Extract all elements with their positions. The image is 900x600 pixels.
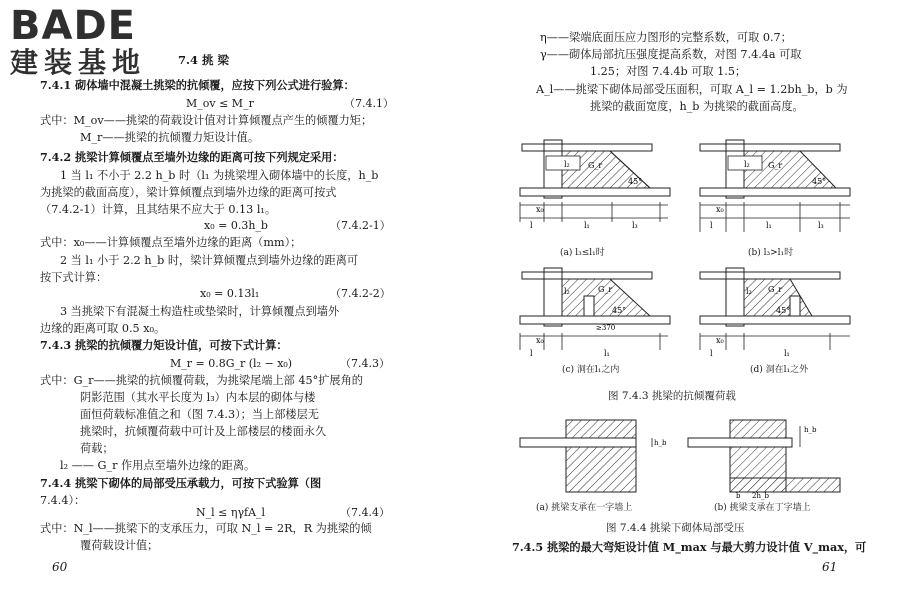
fig744b-2hb-label: 2h_b — [752, 492, 769, 500]
fig744-caption-b: (b) 挑梁支承在丁字墙上 — [714, 503, 811, 513]
fig744-title: 图 7.4.4 挑梁下砌体局部受压 — [606, 522, 745, 534]
fig743-panel-c — [520, 268, 670, 358]
fig743d-x0-label: x₀ — [716, 336, 724, 345]
text-line: 式中：N_l——挑梁下的支承压力，可取 N_l = 2R，R 为挑梁的倾 — [40, 522, 372, 535]
formula: M_ov ≤ M_r — [186, 97, 254, 110]
text-line: 挑梁的截面宽度，h_b 为挑梁的截面高度。 — [590, 100, 804, 113]
fig744a-beam — [520, 438, 636, 447]
fig743-panel-b — [700, 140, 850, 232]
text-line: 1.25；对图 7.4.4b 可取 1.5； — [590, 65, 747, 78]
fig744b-b-label: b — [736, 492, 741, 500]
fig743a-gr-label: G_r — [588, 161, 603, 170]
text-line: 式中：x₀——计算倾覆点至墙外边缘的距离（mm）； — [40, 236, 302, 249]
fig743b-gr-label: G_r — [768, 161, 783, 170]
fig743-title: 图 7.4.3 挑梁的抗倾覆荷载 — [608, 390, 736, 402]
fig743c-opening — [584, 296, 594, 316]
text-line: 7.4.1 砌体墙中混凝土挑梁的抗倾覆，应按下列公式进行验算： — [40, 78, 355, 92]
fig743b-l-label: l — [710, 221, 713, 230]
text-line: 式中：M_ov——挑梁的荷载设计值对计算倾覆点产生的倾覆力矩； — [40, 114, 373, 127]
page-number-right: 61 — [822, 560, 838, 574]
fig744b-beam — [688, 438, 792, 447]
fig743b-x0-label: x₀ — [716, 205, 724, 214]
fig743-caption-d: (d) 洞在l₁之外 — [750, 365, 809, 375]
fig743b-l2-label: l₂ — [744, 160, 750, 169]
fig743-panel-d — [700, 268, 850, 358]
fig743c-angle-label: 45° — [612, 306, 627, 315]
fig743a-x0-label: x₀ — [536, 205, 544, 214]
text-line: 按下式计算： — [40, 271, 108, 284]
fig743-caption-c: (c) 洞在l₁之内 — [562, 365, 620, 375]
fig743b-l3-label: l₃ — [818, 221, 824, 230]
text-line: 1 当 l₁ 不小于 2.2 h_b 时（l₁ 为挑梁埋入砌体墙中的长度，h_b — [60, 169, 379, 182]
formula: N_l ≤ ηγfA_l — [196, 506, 266, 519]
text-line: 7.4.2 挑梁计算倾覆点至墙外边缘的距离可按下列规定采用： — [40, 150, 344, 164]
fig743d-angle-label: 45° — [776, 306, 791, 315]
fig743c-l2-label: l₂ — [564, 287, 570, 296]
fig744b-hb-label: h_b — [804, 426, 817, 434]
text-line: M_r——挑梁的抗倾覆力矩设计值。 — [80, 131, 260, 144]
fig743c-l-label: l — [530, 349, 533, 358]
fig744-panel-b — [688, 420, 840, 500]
fig743c-gr-label: G_r — [598, 285, 613, 294]
logo-text-en: BADE — [10, 3, 136, 49]
fig744a-wall — [566, 420, 636, 492]
fig743d-l-label: l — [710, 349, 713, 358]
fig743b-l1-label: l₁ — [766, 221, 772, 230]
text-line: γ——砌体局部抗压强度提高系数，对图 7.4.4a 可取 — [540, 48, 802, 61]
formula-number: （7.4.3） — [340, 357, 390, 370]
text-line: 挑梁时，抗倾覆荷载中可计及上部楼层的楼面永久 — [80, 425, 327, 438]
formula-number: （7.4.1） — [344, 97, 394, 110]
text-line: 覆荷载设计值； — [80, 539, 159, 552]
logo-text-cn: 建装基地 — [10, 46, 147, 79]
fig743a-l1-label: l₁ — [584, 221, 590, 230]
fig743c-l1-label: l₁ — [604, 349, 610, 358]
text-line: 面恒荷载标准值之和（图 7.4.3）；当上部楼层无 — [80, 408, 319, 421]
fig743d-l2-label: l₂ — [746, 287, 752, 296]
fig743a-l3-label: l₃ — [632, 221, 638, 230]
text-line: l₂ —— G_r 作用点至墙外边缘的距离。 — [60, 459, 256, 472]
fig743c-x0-label: x₀ — [536, 336, 544, 345]
fig744-panel-a — [520, 420, 667, 492]
text-line: 荷载； — [80, 442, 114, 455]
fig744-caption-a: (a) 挑梁支承在一字墙上 — [536, 503, 633, 513]
fig743-caption-b: (b) l₃>l₁时 — [748, 248, 794, 258]
text-line: A_l——挑梁下砌体局部受压面积，可取 A_l = 1.2bh_b，b 为 — [536, 83, 848, 96]
fig743b-angle-label: 45° — [812, 177, 827, 186]
text-line: 式中：G_r——挑梁的抗倾覆荷载，为挑梁尾端上部 45°扩展角的 — [40, 374, 363, 387]
formula: M_r = 0.8G_r (l₂ − x₀) — [170, 357, 293, 370]
fig743-panel-a — [520, 140, 670, 230]
formula-number: （7.4.4） — [340, 506, 390, 519]
text-line: 边缘的距离可取 0.5 x₀。 — [40, 322, 166, 335]
text-line: η——梁端底面压应力图形的完整系数，可取 0.7； — [540, 31, 792, 44]
text-line: 7.4.5 挑梁的最大弯矩设计值 M_max 与最大剪力设计值 V_max，可 — [512, 540, 867, 554]
fig743d-l1-label: l₁ — [784, 349, 790, 358]
fig743c-dist-label: ≥370 — [596, 324, 616, 332]
text-line: 7.4.3 挑梁的抗倾覆力矩设计值，可按下式计算： — [40, 338, 288, 352]
text-line: 为挑梁的截面高度），梁计算倾覆点到墙外边缘的距离可按式 — [40, 186, 337, 199]
formula-number: （7.4.2-1） — [330, 219, 391, 232]
fig743d-gr-label: G_r — [768, 285, 783, 294]
section-title: 7.4 挑 梁 — [178, 53, 230, 67]
text-line: 3 当挑梁下有混凝土构造柱或垫梁时，计算倾覆点到墙外 — [60, 305, 340, 318]
text-line: 阴影范围（其水平长度为 l₃）内本层的砌体与楼 — [80, 391, 316, 404]
formula: x₀ = 0.3h_b — [204, 219, 268, 232]
text-line: （7.4.2-1）计算，且其结果不应大于 0.13 l₁。 — [40, 203, 277, 216]
formula-number: （7.4.2-2） — [330, 287, 391, 300]
fig743a-l2-label: l₂ — [564, 160, 570, 169]
fig743d-opening — [790, 296, 800, 316]
text-line: 7.4.4 挑梁下砌体的局部受压承载力，可按下式验算（图 — [40, 476, 322, 490]
page-number-left: 60 — [52, 560, 68, 574]
text-line: 7.4.4）： — [40, 494, 86, 507]
fig743a-l-label: l — [530, 221, 533, 230]
fig743a-angle-label: 45° — [628, 177, 643, 186]
fig744a-hb-label: h_b — [654, 439, 667, 447]
text-line: 2 当 l₁ 小于 2.2 h_b 时，梁计算倾覆点到墙外边缘的距离可 — [60, 254, 359, 267]
fig743-caption-a: (a) l₃≤l₁时 — [560, 248, 605, 258]
formula: x₀ = 0.13l₁ — [200, 287, 260, 300]
